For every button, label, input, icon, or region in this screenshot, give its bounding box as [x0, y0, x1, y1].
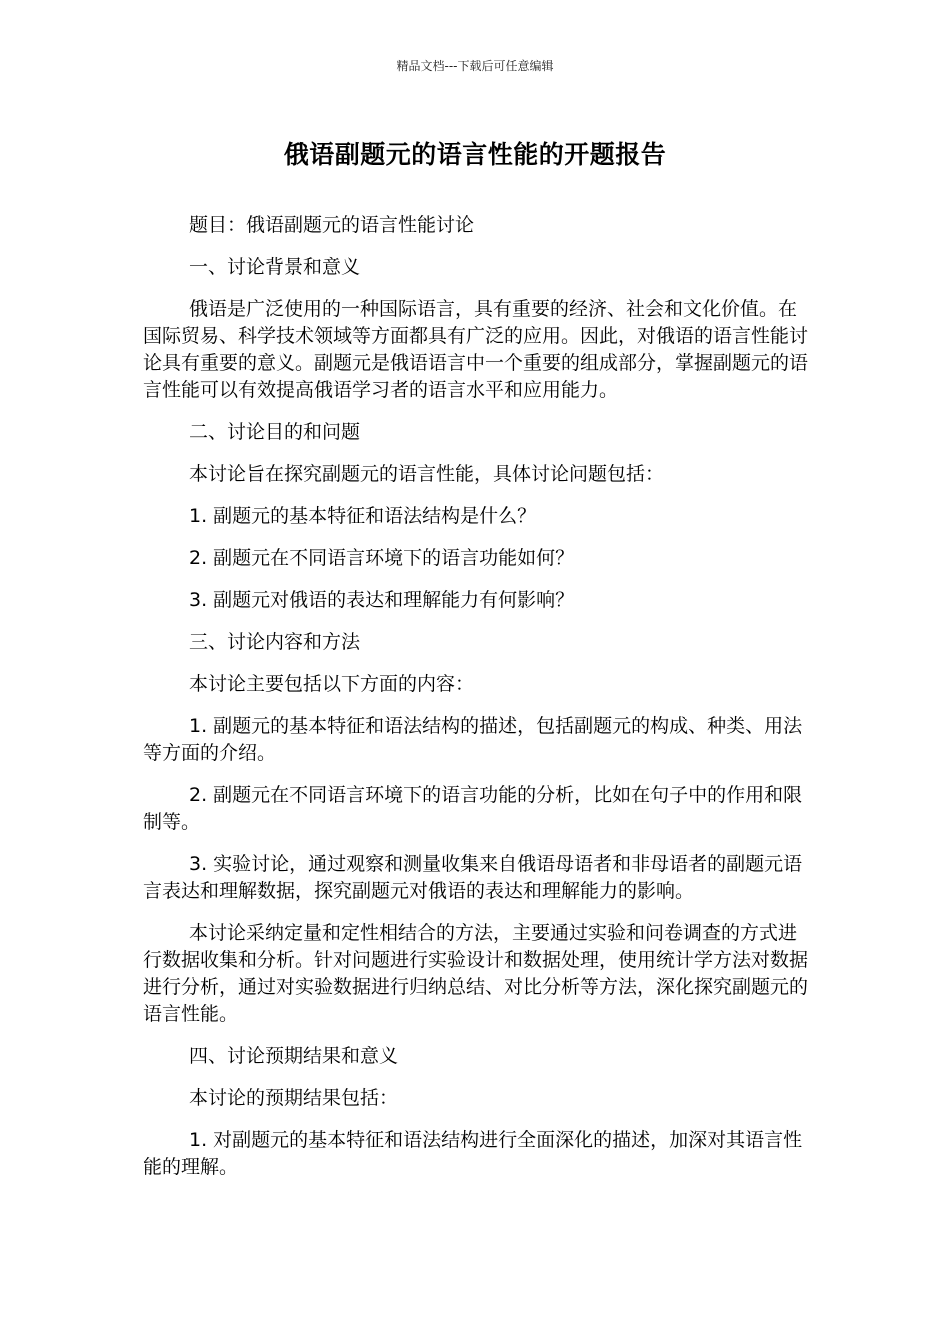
list-item: 3. 副题元对俄语的表达和理解能力有何影响？: [189, 589, 575, 611]
document-title: 俄语副题元的语言性能的开题报告: [283, 140, 667, 169]
list-item: 1. 对副题元的基本特征和语法结构进行全面深化的描述，加深对其语言性能的理解。: [143, 1129, 803, 1178]
body-paragraph: 俄语是广泛使用的一种国际语言，具有重要的经济、社会和文化价值。在国际贸易、科学技术领域等方面都具有广泛的应用。因此，对俄语的语言性能讨论具有重要的意义。副题元是俄语语言中一个重要的组成部分，掌握副题元的语言性能可以有效提高俄语学习者的语言水平和应用能力。: [143, 298, 809, 401]
document-body: [143, 212, 811, 1196]
list-item: 2. 副题元在不同语言环境下的语言功能如何？: [189, 547, 575, 569]
list-item: 1. 副题元的基本特征和语法结构是什么？: [189, 505, 537, 527]
body-paragraph: 本讨论的预期结果包括：: [189, 1087, 399, 1109]
body-paragraph: 本讨论主要包括以下方面的内容：: [189, 673, 475, 695]
body-paragraph: 本讨论采纳定量和定性相结合的方法，主要通过实验和问卷调查的方式进行数据收集和分析。针对问题进行实验设计和数据处理，使用统计学方法对数据进行分析，通过对实验数据进行归纳总结、对比分析等方法，深化探究副题元的语言性能。: [143, 922, 809, 1025]
section-heading-4: 四、讨论预期结果和意义: [189, 1045, 399, 1067]
subject-line: 题目：俄语副题元的语言性能讨论: [189, 214, 475, 236]
list-item: 3. 实验讨论，通过观察和测量收集来自俄语母语者和非母语者的副题元语言表达和理解数据，探究副题元对俄语的表达和理解能力的影响。: [143, 853, 803, 902]
list-item: 2. 副题元在不同语言环境下的语言功能的分析，比如在句子中的作用和限制等。: [143, 784, 803, 833]
section-heading-2: 二、讨论目的和问题: [189, 421, 361, 443]
list-item: 1. 副题元的基本特征和语法结构的描述，包括副题元的构成、种类、用法等方面的介绍。: [143, 715, 803, 764]
body-paragraph: 本讨论旨在探究副题元的语言性能，具体讨论问题包括：: [189, 463, 665, 485]
section-heading-3: 三、讨论内容和方法: [189, 631, 361, 653]
section-heading-1: 一、讨论背景和意义: [189, 256, 361, 278]
header-note: 精品文档---下载后可任意编辑: [396, 59, 554, 73]
